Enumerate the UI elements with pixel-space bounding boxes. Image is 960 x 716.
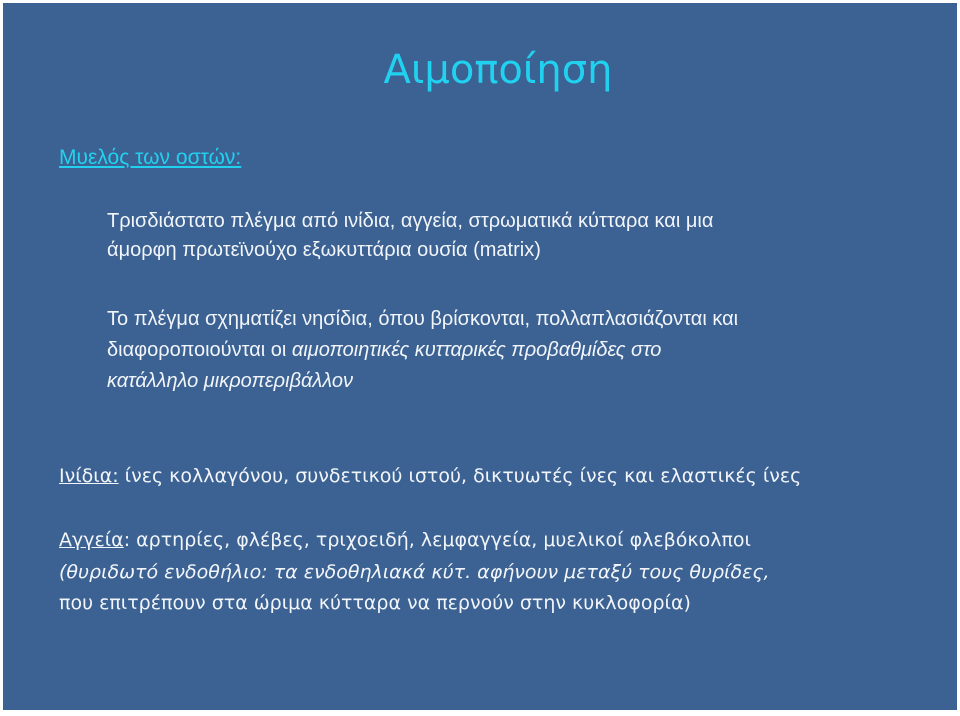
fibrils-text: ίνες κολλαγόνου, συνδετικού ιστού, δικτυωτές ίνες και ελαστικές ίνες <box>118 465 802 487</box>
vessels-text: : αρτηρίες, φλέβες, τριχοειδή, λεμφαγγεία, μυελικοί φλεβόκολποι <box>123 529 751 551</box>
para4-line3: που επιτρέπουν στα ώριμα κύτταρα να περνούν στην κυκλοφορία) <box>59 592 691 614</box>
para2-line1: Το πλέγμα σχηματίζει νησίδια, όπου βρίσκονται, πολλαπλασιάζονται και <box>107 308 739 330</box>
para1-line1: Τρισδιάστατο πλέγμα από ινίδια, αγγεία, στρωματικά κύτταρα και μια <box>107 210 714 232</box>
para2-line2 <box>107 339 661 362</box>
para2-line3: κατάλληλο μικροπεριβάλλον <box>107 370 353 392</box>
slide <box>3 3 957 710</box>
vessels-label: Αγγεία <box>59 529 124 551</box>
para3-line <box>59 465 801 487</box>
para1-line2: άμορφη πρωτεϊνούχο εξωκυττάρια ουσία (matrix) <box>107 239 541 261</box>
para4-line2: (θυριδωτό ενδοθήλιο: τα ενδοθηλιακά κύτ. αφήνουν μεταξύ τους θυρίδες, <box>59 561 770 583</box>
section-heading: Μυελός των οστών: <box>59 146 242 169</box>
slide-title: Αιμοποίηση <box>383 47 613 93</box>
para2-line2-italic: αιμοποιητικές κυτταρικές προβαθμίδες στο <box>291 339 662 361</box>
fibrils-label: Ινίδια: <box>59 465 119 487</box>
para4-line1 <box>59 529 751 551</box>
para2-line2-plain: διαφοροποιούνται οι <box>107 339 292 361</box>
